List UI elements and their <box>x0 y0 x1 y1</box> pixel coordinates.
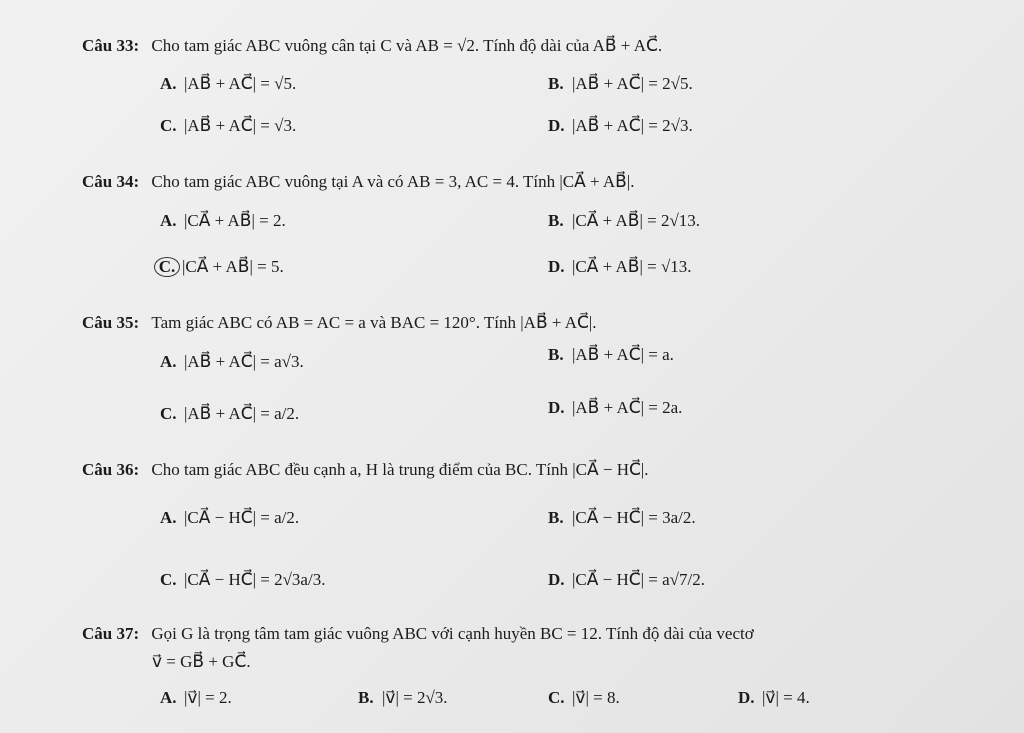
option-text: |v⃗| = 4. <box>762 688 810 707</box>
option-text: |CA⃗ + AB⃗| = 2. <box>184 211 286 230</box>
option-37-a[interactable] <box>160 688 232 708</box>
question-label: Câu 36: <box>82 460 140 479</box>
option-35-b[interactable] <box>548 345 674 365</box>
option-label: B. <box>548 211 564 230</box>
option-35-d[interactable] <box>548 398 682 418</box>
option-text: |AB⃗ + AC⃗| = 2√5. <box>572 74 693 93</box>
option-label: A. <box>160 74 177 93</box>
question-37-continuation <box>152 652 251 672</box>
question-35 <box>82 313 597 333</box>
option-text: |CA⃗ − HC⃗| = a√7/2. <box>572 570 705 589</box>
option-label-circled: C. <box>154 257 180 277</box>
option-label: D. <box>738 688 755 707</box>
option-label: D. <box>548 398 565 417</box>
option-text: |CA⃗ − HC⃗| = 3a/2. <box>572 508 696 527</box>
option-text: |AB⃗ + AC⃗| = 2a. <box>572 398 683 417</box>
option-36-c[interactable] <box>160 570 325 590</box>
option-34-b[interactable] <box>548 211 700 231</box>
question-label: Câu 37: <box>82 624 140 643</box>
option-text: |AB⃗ + AC⃗| = 2√3. <box>572 116 693 135</box>
option-label: C. <box>548 688 565 707</box>
question-33 <box>82 36 662 56</box>
option-label: B. <box>548 345 564 364</box>
option-text: |CA⃗ − HC⃗| = a/2. <box>184 508 300 527</box>
question-37 <box>82 624 754 644</box>
option-37-c[interactable] <box>548 688 620 708</box>
option-37-d[interactable] <box>738 688 810 708</box>
option-label: D. <box>548 570 565 589</box>
option-34-d[interactable] <box>548 257 692 277</box>
question-34 <box>82 172 635 192</box>
option-label: C. <box>160 404 177 423</box>
option-label: A. <box>160 352 177 371</box>
option-35-c[interactable] <box>160 404 299 424</box>
option-label: D. <box>548 257 565 276</box>
option-text: |v⃗| = 8. <box>572 688 620 707</box>
option-label: B. <box>358 688 374 707</box>
option-label: C. <box>160 116 177 135</box>
option-35-a[interactable] <box>160 352 304 372</box>
question-text: Cho tam giác ABC vuông cân tại C và AB = √2. Tính độ dài của AB⃗ + AC⃗. <box>151 36 663 55</box>
option-text: |CA⃗ − HC⃗| = 2√3a/3. <box>184 570 326 589</box>
question-label: Câu 35: <box>82 313 140 332</box>
option-34-c[interactable] <box>160 257 284 277</box>
option-text: |v⃗| = 2. <box>184 688 232 707</box>
option-33-c[interactable] <box>160 116 296 136</box>
option-33-a[interactable] <box>160 74 296 94</box>
question-text: Gọi G là trọng tâm tam giác vuông ABC với cạnh huyền BC = 12. Tính độ dài của vectơ <box>151 624 754 643</box>
option-label: B. <box>548 74 564 93</box>
option-text: |AB⃗ + AC⃗| = a. <box>572 345 674 364</box>
option-label: D. <box>548 116 565 135</box>
option-text: |CA⃗ + AB⃗| = 5. <box>182 257 284 276</box>
option-text: |AB⃗ + AC⃗| = √5. <box>184 74 297 93</box>
question-text: Tam giác ABC có AB = AC = a và BAC = 120°. Tính |AB⃗ + AC⃗|. <box>151 313 597 332</box>
option-label: B. <box>548 508 564 527</box>
question-text: Cho tam giác ABC vuông tại A và có AB = 3, AC = 4. Tính |CA⃗ + AB⃗|. <box>151 172 635 191</box>
question-36 <box>82 460 649 480</box>
option-34-a[interactable] <box>160 211 286 231</box>
option-label: A. <box>160 508 177 527</box>
option-33-b[interactable] <box>548 74 693 94</box>
question-text: Cho tam giác ABC đều cạnh a, H là trung điểm của BC. Tính |CA⃗ − HC⃗|. <box>151 460 649 479</box>
question-text-line2: v⃗ = GB⃗ + GC⃗. <box>152 652 251 671</box>
option-text: |AB⃗ + AC⃗| = a√3. <box>184 352 304 371</box>
option-37-b[interactable] <box>358 688 448 708</box>
option-text: |AB⃗ + AC⃗| = a/2. <box>184 404 300 423</box>
question-label: Câu 34: <box>82 172 140 191</box>
option-label: A. <box>160 211 177 230</box>
option-36-a[interactable] <box>160 508 299 528</box>
option-33-d[interactable] <box>548 116 693 136</box>
option-36-b[interactable] <box>548 508 696 528</box>
option-text: |v⃗| = 2√3. <box>382 688 448 707</box>
option-label: C. <box>160 570 177 589</box>
option-text: |AB⃗ + AC⃗| = √3. <box>184 116 297 135</box>
option-label: A. <box>160 688 177 707</box>
question-label: Câu 33: <box>82 36 140 55</box>
option-36-d[interactable] <box>548 570 705 590</box>
option-text: |CA⃗ + AB⃗| = 2√13. <box>572 211 701 230</box>
option-text: |CA⃗ + AB⃗| = √13. <box>572 257 692 276</box>
